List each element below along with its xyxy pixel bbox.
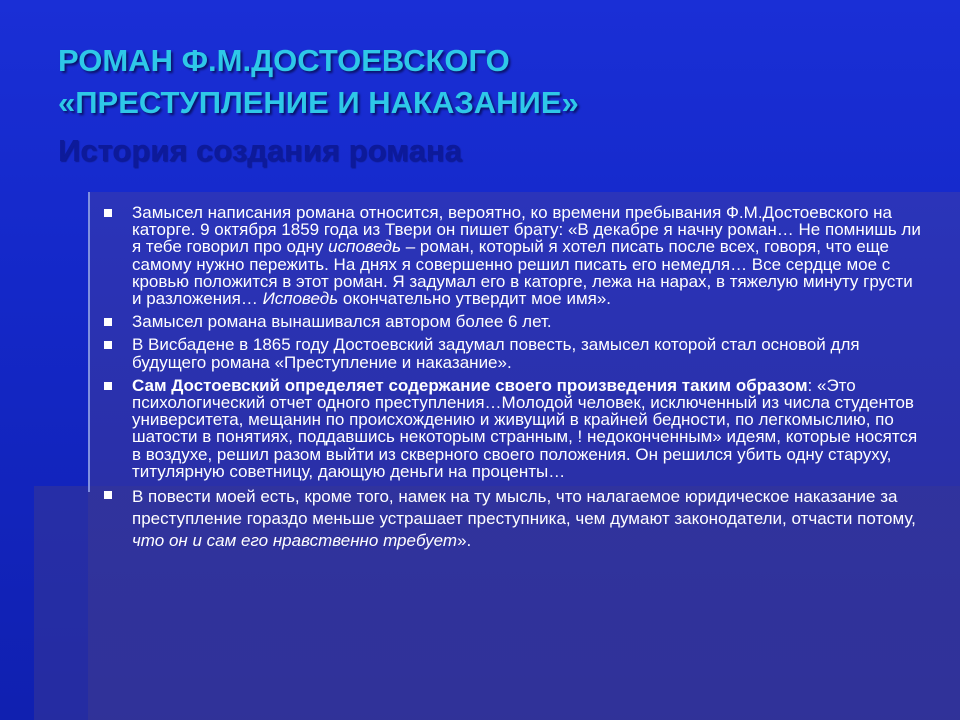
divider-line	[88, 192, 90, 492]
bullet-text: Замысел написания романа относится, вероятно, ко времени пребывания Ф.М.Достоевского на каторге. 9 октября 1859 года из Твери он пишет брату: «В декабре я начну роман… Не помнишь ли я тебе говорил про одну	[132, 203, 921, 257]
bullet-text: Замысел романа вынашивался автором более 6 лет.	[132, 312, 552, 332]
bullet-item	[104, 336, 924, 370]
bullet-item	[104, 486, 924, 552]
italic-term: Исповедь	[262, 289, 339, 309]
bullet-item	[104, 377, 924, 480]
bullet-text: – роман, который я хотел писать после всех, говоря, что еще самому нужно пережить. На днях я совершенно решил писать его немедля… Все сердце мое с кровью положится в этот роман. Я задумал его в каторге, лежа на нарах, в тяжелую минуту грусти и разложения…	[132, 237, 913, 309]
bullet-text: окончательно утвердит мое имя».	[338, 289, 612, 309]
title-line-2: «ПРЕСТУПЛЕНИЕ И НАКАЗАНИЕ»	[58, 85, 579, 120]
square-bullet-icon	[104, 491, 112, 499]
bullet-text: В Висбадене в 1865 году Достоевский задумал повесть, замысел которой стал основой для будущего романа «Преступление и наказание».	[132, 335, 860, 372]
bold-lead: Сам Достоевский определяет содержание своего произведения таким образом	[132, 375, 808, 395]
bullet-item	[104, 313, 924, 330]
italic-phrase: что он и сам его нравственно требует	[132, 531, 458, 551]
italic-term: исповедь	[328, 237, 402, 257]
bullet-text: : «Это психологический отчет одного преступления…Молодой человек, исключенный из числа студентов университета, мещанин по происхождению и живущий в крайней бедности, по легкомыслию, по шатости в понятиях, поддавшись некоторым странным, ! недоконченным» идеям, которые носятся в воздухе, решил разом выйти из скверного своего положения. Он решился убить одну старуху, титулярную советницу, дающую деньги на проценты…	[132, 375, 918, 481]
square-bullet-icon	[104, 209, 112, 217]
bullet-item	[104, 204, 924, 307]
slide-subtitle: История создания романа	[58, 133, 462, 168]
square-bullet-icon	[104, 382, 112, 390]
bullet-text: ».	[457, 531, 472, 551]
slide-title	[58, 40, 579, 124]
square-bullet-icon	[104, 341, 112, 349]
bullet-text: В повести моей есть, кроме того, намек на ту мысль, что налагаемое юридическое наказание за преступление гораздо меньше устрашает преступника, чем думают законодатели, отчасти потому,	[132, 487, 916, 529]
title-line-1: РОМАН Ф.М.ДОСТОЕВСКОГО	[58, 43, 510, 78]
bullet-list	[104, 204, 924, 558]
square-bullet-icon	[104, 318, 112, 326]
